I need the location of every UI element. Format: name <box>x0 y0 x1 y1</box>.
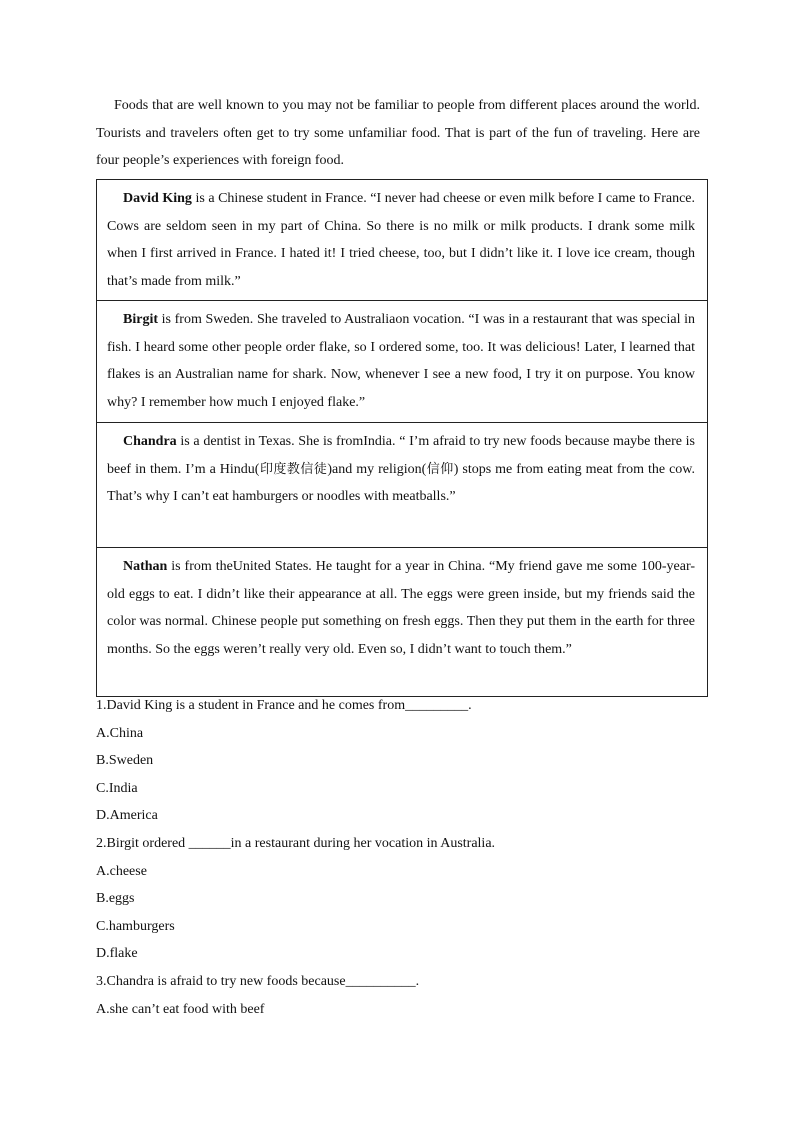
answer-option: B.Sweden <box>96 753 154 769</box>
passage-text: )and my religion( <box>327 461 427 477</box>
answer-option: C.hamburgers <box>96 918 175 934</box>
answer-option: C.India <box>96 780 138 796</box>
answer-option: D.flake <box>96 946 138 962</box>
intro-text: Foods that are well known to you may not be familiar to people from different places around the world. Tourists and travelers often get to try some unfamiliar food. That is part of the fun of traveling. Here are four people’s experiences with foreign food. <box>96 98 700 168</box>
passage-text: is a dentist in Texas. She is fromIndia. “ I’m afraid to try new foods because maybe there is beef in them. I’m a Hindu( <box>107 434 695 477</box>
answer-option: A.cheese <box>96 863 147 879</box>
passage-chandra <box>97 423 707 548</box>
chinese-gloss-religion: 信仰 <box>426 461 454 477</box>
question-stem: 1.David King is a student in France and he comes from_________. <box>96 698 472 713</box>
passages-table <box>96 179 708 697</box>
passage-birgit <box>97 301 707 423</box>
question-stem: 3.Chandra is afraid to try new foods because__________. <box>96 973 420 989</box>
intro-paragraph <box>96 92 700 175</box>
chinese-gloss-hindu: 印度教信徒 <box>259 461 328 477</box>
answer-option: B.eggs <box>96 891 135 907</box>
answer-option: D.America <box>96 808 158 824</box>
questions-section <box>96 692 716 1023</box>
passage-text: is a Chinese student in France. “I never had cheese or even milk before I came to France. Cows are seldom seen in my part of China. So there is no milk or milk products. I drank some milk when I first arrived in France. I hated it! I tried cheese, too, but I didn’t like it. I love ice cream, though that’s made from milk.” <box>107 191 695 289</box>
passage-name: Birgit <box>123 312 158 327</box>
passage-text: is from theUnited States. He taught for a year in China. “My friend gave me some 100-year-old eggs to eat. I didn’t like their appearance at all. The eggs were green inside, but my friends said the color was normal. Chinese people put something on fresh eggs. Then they put them in the earth for three months. So the eggs weren’t really very old. Even so, I didn’t want to touch them.” <box>107 559 695 657</box>
passage-name: David King <box>123 191 192 206</box>
passage-name: Chandra <box>123 434 177 449</box>
answer-option: A.China <box>96 725 144 741</box>
answer-option: A.she can’t eat food with beef <box>96 1001 265 1017</box>
question-stem: 2.Birgit ordered ______in a restaurant during her vocation in Australia. <box>96 835 496 851</box>
passage-david-king <box>97 180 707 301</box>
passage-name: Nathan <box>123 559 168 574</box>
passage-text: ) stops me from eating meat from the cow. That’s why I can’t eat hamburgers or noodles with meatballs.” <box>107 461 695 504</box>
passage-nathan <box>97 548 707 696</box>
passage-text: is from Sweden. She traveled to Australiaon vocation. “I was in a restaurant that was special in fish. I heard some other people order flake, so I ordered some, too. It was delicious! Later, I learned that flakes is an Australian name for shark. Now, whenever I see a new food, I try it on purpose. You know why? I remember how much I enjoyed flake.” <box>107 312 695 410</box>
